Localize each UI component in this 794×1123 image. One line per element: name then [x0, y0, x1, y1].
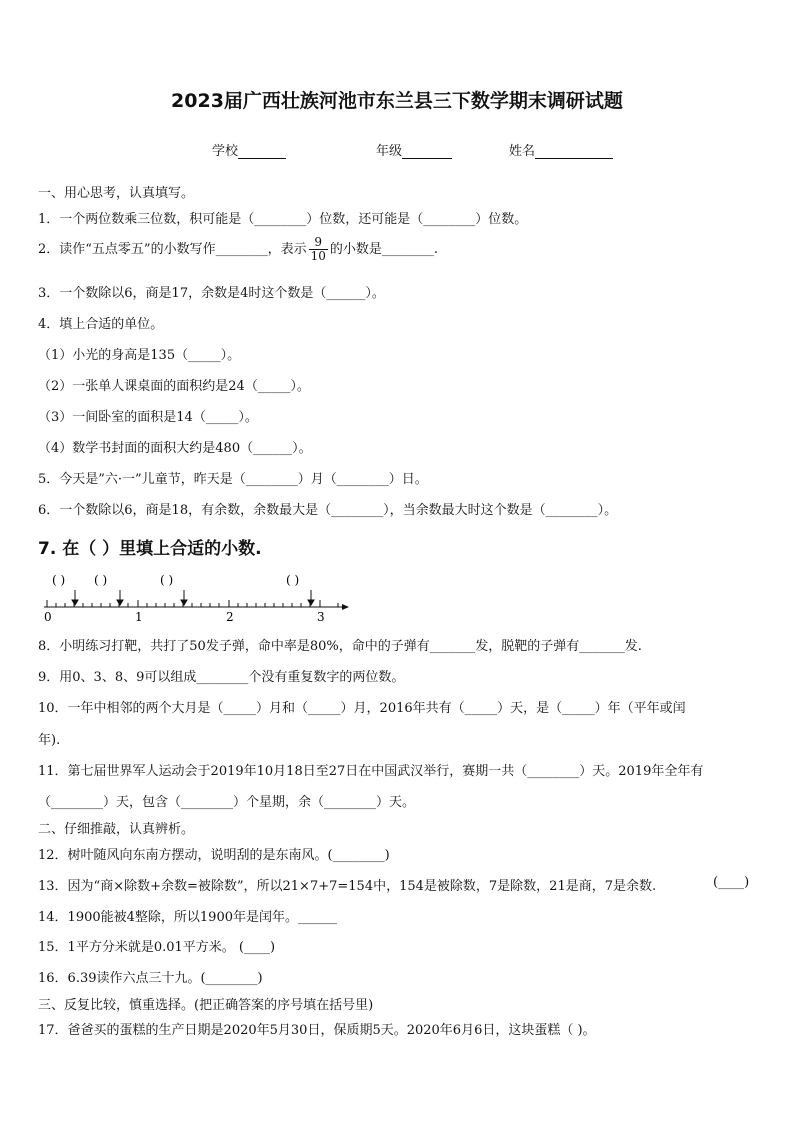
- fraction-denominator: 10: [310, 249, 326, 263]
- question-5: 5．今天是”六·一”儿童节，昨天是（________）月（________）日。: [38, 472, 428, 487]
- section-2-heading: 二、仔细推敲，认真辨析。: [38, 822, 195, 837]
- arrow-1-head: [72, 600, 78, 605]
- blank-4: ( ): [286, 573, 300, 587]
- page-title: 2023届广西壮族河池市东兰县三下数学期末调研试题: [171, 90, 623, 112]
- name-label: 姓名: [509, 144, 536, 159]
- tick-label-2: 2: [226, 610, 234, 624]
- question-4: 4．填上合适的单位。: [38, 317, 164, 332]
- axis-arrowhead: [342, 604, 349, 610]
- minor-ticks: [56, 603, 338, 607]
- grade-field: [376, 140, 452, 159]
- school-field: [212, 140, 286, 159]
- fraction-numerator: 9: [309, 236, 328, 250]
- number-line-figure: [36, 570, 356, 626]
- question-10-line-2: 年).: [38, 733, 61, 748]
- question-9: 9．用0、3、8、9可以组成________个没有重复数字的两位数。: [38, 670, 405, 685]
- question-4-2: （2）一张单人课桌面的面积约是24（_____）。: [38, 379, 310, 394]
- question-16: 16．6.39读作六点三十九。(________): [38, 971, 263, 986]
- question-2: [38, 236, 438, 263]
- arrow-2-head: [117, 600, 123, 605]
- blank-1: ( ): [52, 573, 66, 587]
- question-4-4: （4）数学书封面的面积大约是480（______）。: [38, 441, 312, 456]
- question-7: 7. 在（ ）里填上合适的小数.: [38, 539, 262, 559]
- question-1: 1．一个两位数乘三位数，积可能是（________）位数，还可能是（________）位数。: [38, 212, 528, 227]
- blank-2: ( ): [94, 573, 108, 587]
- tick-label-3: 3: [317, 610, 325, 624]
- arrows: [72, 590, 314, 605]
- school-blank[interactable]: [238, 144, 286, 159]
- question-2-part2: 的小数是________.: [329, 242, 438, 257]
- question-17: 17．爸爸买的蛋糕的生产日期是2020年5月30日，保质期5天。2020年6月6日，这块蛋糕（ )。: [38, 1023, 596, 1038]
- question-3: 3．一个数除以6，商是17，余数是4时这个数是（______）。: [38, 286, 385, 301]
- arrow-3-head: [181, 600, 187, 605]
- fraction-nine-tenths: [309, 236, 328, 263]
- question-8: 8．小明练习打靶，共打了50发子弹，命中率是80%，命中的子弹有_______发，脱靶的子弹有_______发.: [38, 639, 642, 654]
- grade-label: 年级: [376, 144, 403, 159]
- section-1-heading: 一、用心思考，认真填写。: [38, 186, 195, 201]
- tick-label-0: 0: [44, 610, 52, 624]
- tick-label-1: 1: [135, 610, 143, 624]
- blank-3: ( ): [160, 573, 174, 587]
- grade-blank[interactable]: [402, 144, 452, 159]
- question-15: 15．1平方分米就是0.01平方米。 (____): [38, 940, 276, 955]
- question-12: 12．树叶随风向东南方摆动，说明刮的是东南风。(________): [38, 848, 390, 863]
- question-6: 6．一个数除以6，商是18，有余数，余数最大是（________），当余数最大时这个数是（________）。: [38, 503, 618, 518]
- name-blank[interactable]: [535, 144, 613, 159]
- arrow-4-head: [308, 600, 314, 605]
- question-10-line-1: 10．一年中相邻的两个大月是（_____）月和（_____）月，2016年共有（_____）天，是（_____）年（平年或闰: [38, 701, 686, 716]
- question-13: 13．因为“商×除数+余数=被除数”，所以21×7+7=154中，154是被除数，7是除数，21是商，7是余数.: [38, 879, 657, 894]
- name-field: [509, 140, 613, 159]
- question-14: 14．1900能被4整除，所以1900年是闰年。______: [38, 910, 337, 925]
- question-13-answer-blank: (____): [713, 875, 750, 890]
- school-label: 学校: [212, 144, 239, 159]
- question-4-1: （1）小光的身高是135（_____）。: [38, 348, 241, 363]
- question-2-part1: 2．读作“五点零五”的小数写作________，表示: [38, 242, 307, 257]
- question-4-3: （3）一间卧室的面积是14（_____）。: [38, 410, 258, 425]
- section-3-heading: 三、反复比较，慎重选择。(把正确答案的序号填在括号里): [38, 998, 374, 1013]
- question-11-line-2: （________）天，包含（________）个星期，余（________）天。: [38, 795, 416, 810]
- question-11-line-1: 11．第七届世界军人运动会于2019年10月18日至27日在中国武汉举行，赛期一共（________）天。2019年全年有: [38, 764, 704, 779]
